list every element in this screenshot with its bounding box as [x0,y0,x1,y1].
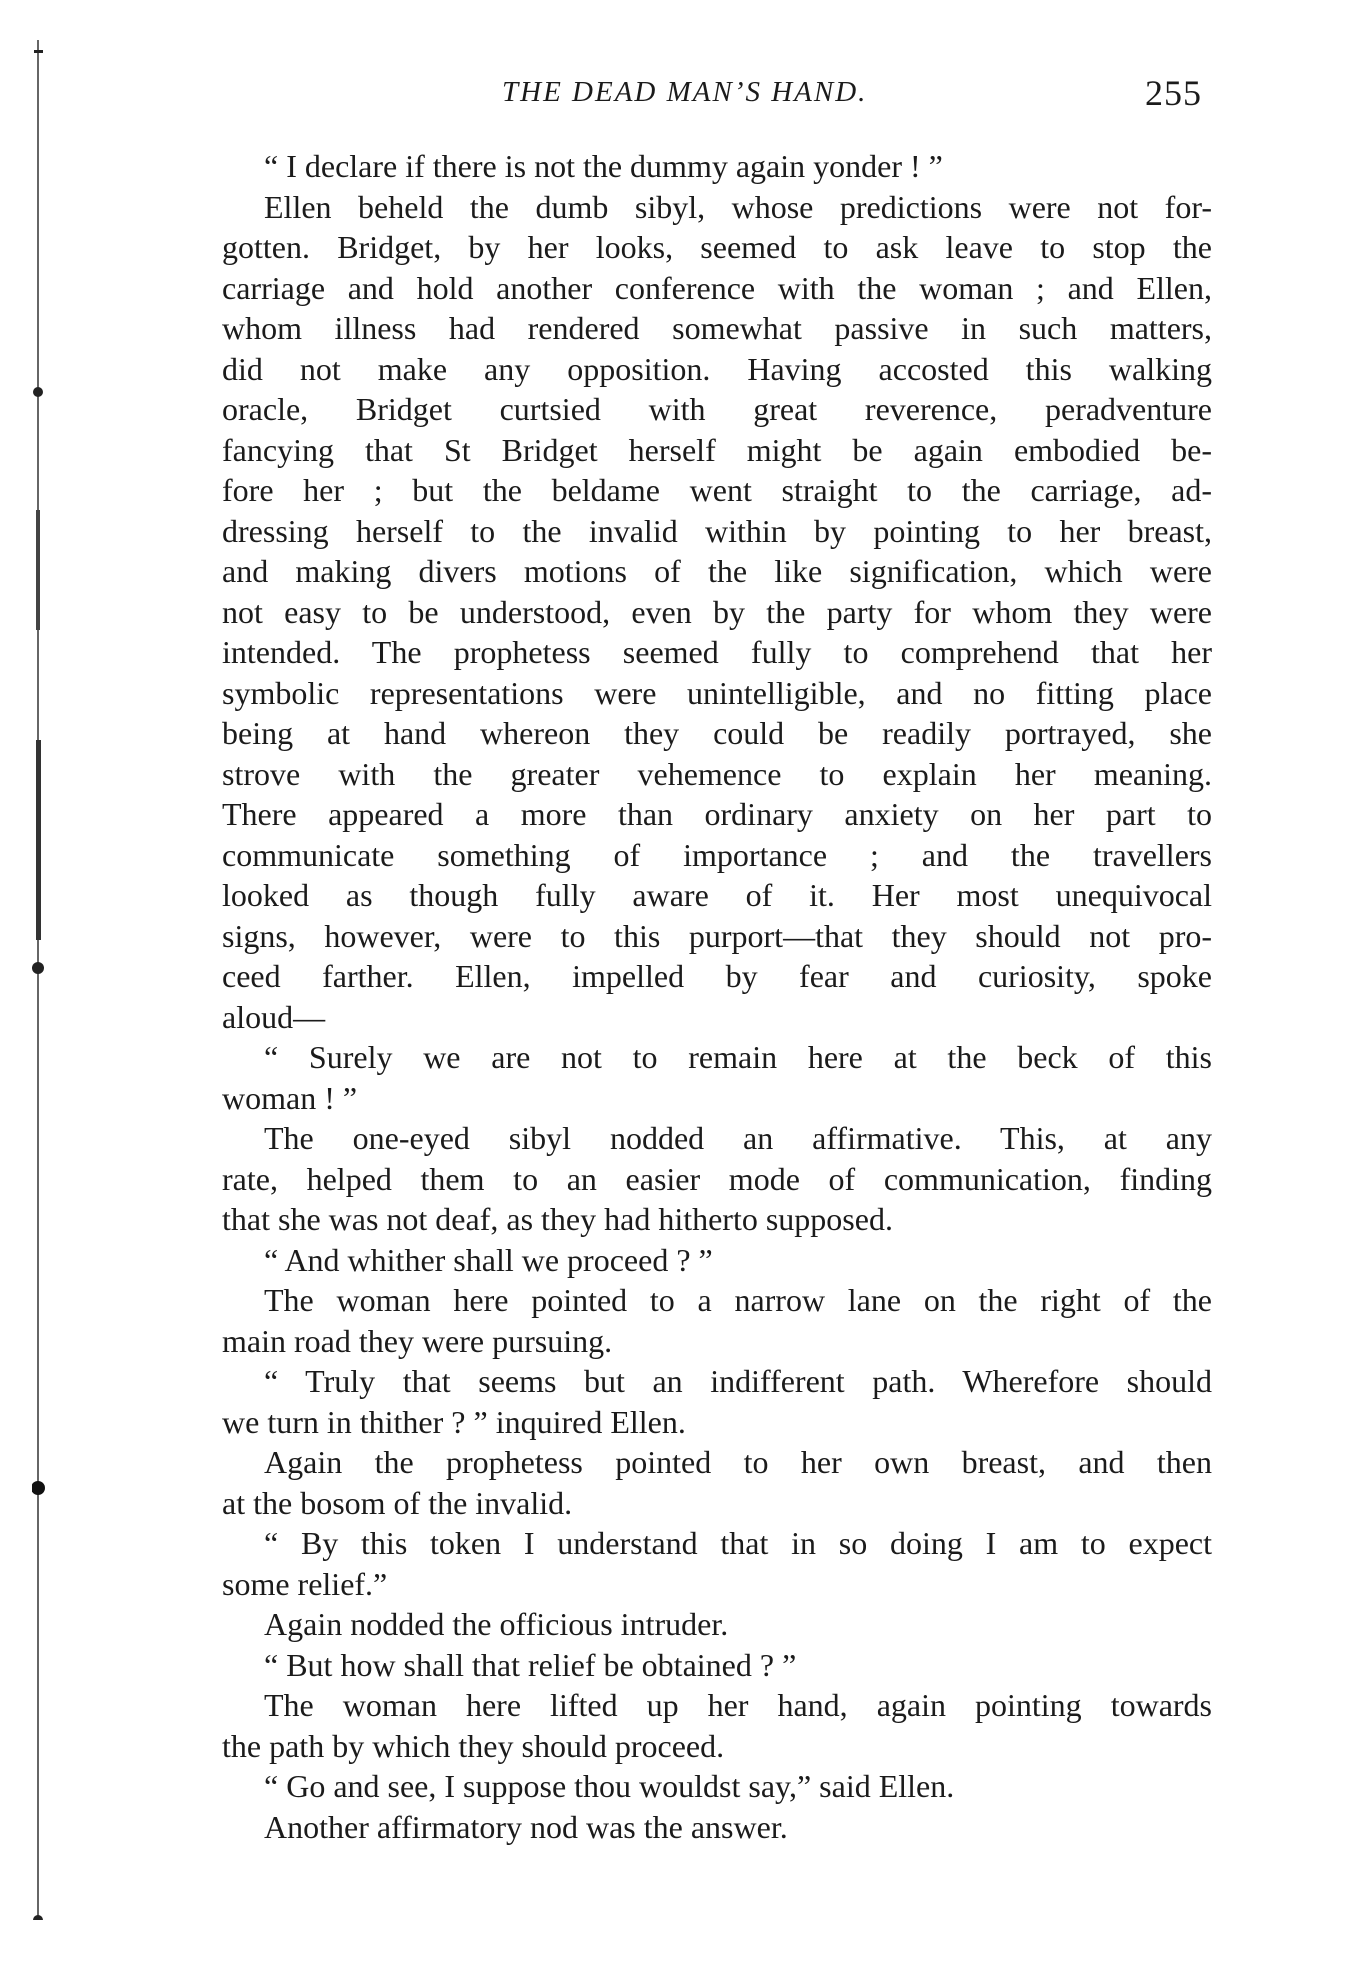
text-line: ceed farther. Ellen, impelled by fear and curiosity, spoke [222,958,1212,994]
text-line: intended. The prophetess seemed fully to comprehend that her [222,634,1212,670]
text-line: The woman here lifted up her hand, again pointing towards [264,1687,1212,1723]
text-line: “ I declare if there is not the dummy again yonder ! ” [264,148,943,184]
text-line: we turn in thither ? ” inquired Ellen. [222,1403,686,1440]
text-line: “ By this token I understand that in so doing I am to expect [264,1525,1212,1561]
text-line: not easy to be understood, even by the party for whom they were [222,593,1212,630]
text-line: and making divers motions of the like signification, which were [222,553,1212,589]
text-line: strove with the greater vehemence to explain her meaning. [222,755,1212,792]
text-line: fancying that St Bridget herself might be again embodied be- [222,431,1212,468]
text-line: Again nodded the officious intruder. [264,1606,729,1642]
text-line: Again the prophetess pointed to her own breast, and then [264,1444,1212,1480]
text-line: gotten. Bridget, by her looks, seemed to ask leave to stop the [222,229,1212,265]
text-line: being at hand whereon they could be readily portrayed, she [222,715,1212,751]
text-line: “ But how shall that relief be obtained ? ” [264,1646,797,1683]
text-line: that she was not deaf, as they had hitherto supposed. [222,1201,893,1237]
text-line: carriage and hold another conference with the woman ; and Ellen, [222,269,1212,306]
text-line: symbolic representations were unintelligible, and no fitting place [222,674,1212,711]
running-title: THE DEAD MAN’S HAND. [502,76,868,108]
text-line: aloud— [222,998,326,1035]
text-line: “ And whither shall we proceed ? ” [264,1241,713,1278]
page-number: 255 [1145,73,1202,113]
text-line: looked as though fully aware of it. Her most unequivocal [222,877,1212,913]
text-line: some relief.” [222,1565,388,1602]
text-line: main road they were pursuing. [222,1322,613,1359]
text-line: Another affirmatory nod was the answer. [264,1808,788,1845]
text-line: “ Go and see, I suppose thou wouldst say,” said Ellen. [264,1768,955,1804]
text-line: There appeared a more than ordinary anxiety on her part to [222,796,1212,832]
text-line: The one-eyed sibyl nodded an affirmative. This, at any [264,1120,1212,1156]
text-line: woman ! ” [222,1079,358,1116]
text-line: communicate something of importance ; and the travellers [222,836,1212,873]
text-line: “ Surely we are not to remain here at the beck of this [264,1039,1212,1075]
text-line: dressing herself to the invalid within by pointing to her breast, [222,512,1212,549]
running-header [222,72,1212,122]
text-line: the path by which they should proceed. [222,1727,725,1764]
text-line: Ellen beheld the dumb sibyl, whose predictions were not for- [264,188,1212,225]
binding-edge-marks [32,40,46,1920]
text-line: at the bosom of the invalid. [222,1484,573,1521]
text-line: oracle, Bridget curtsied with great reverence, peradventure [222,391,1212,427]
text-line: fore her ; but the beldame went straight to the carriage, ad- [222,472,1212,508]
text-line: rate, helped them to an easier mode of communication, finding [222,1160,1212,1197]
text-body [222,146,1212,1847]
text-line: whom illness had rendered somewhat passive in such matters, [222,310,1212,346]
text-line: “ Truly that seems but an indifferent path. Wherefore should [264,1363,1212,1399]
text-line: The woman here pointed to a narrow lane on the right of the [264,1282,1212,1318]
text-line: signs, however, were to this purport—that they should not pro- [222,917,1212,954]
text-line: did not make any opposition. Having accosted this walking [222,350,1212,387]
